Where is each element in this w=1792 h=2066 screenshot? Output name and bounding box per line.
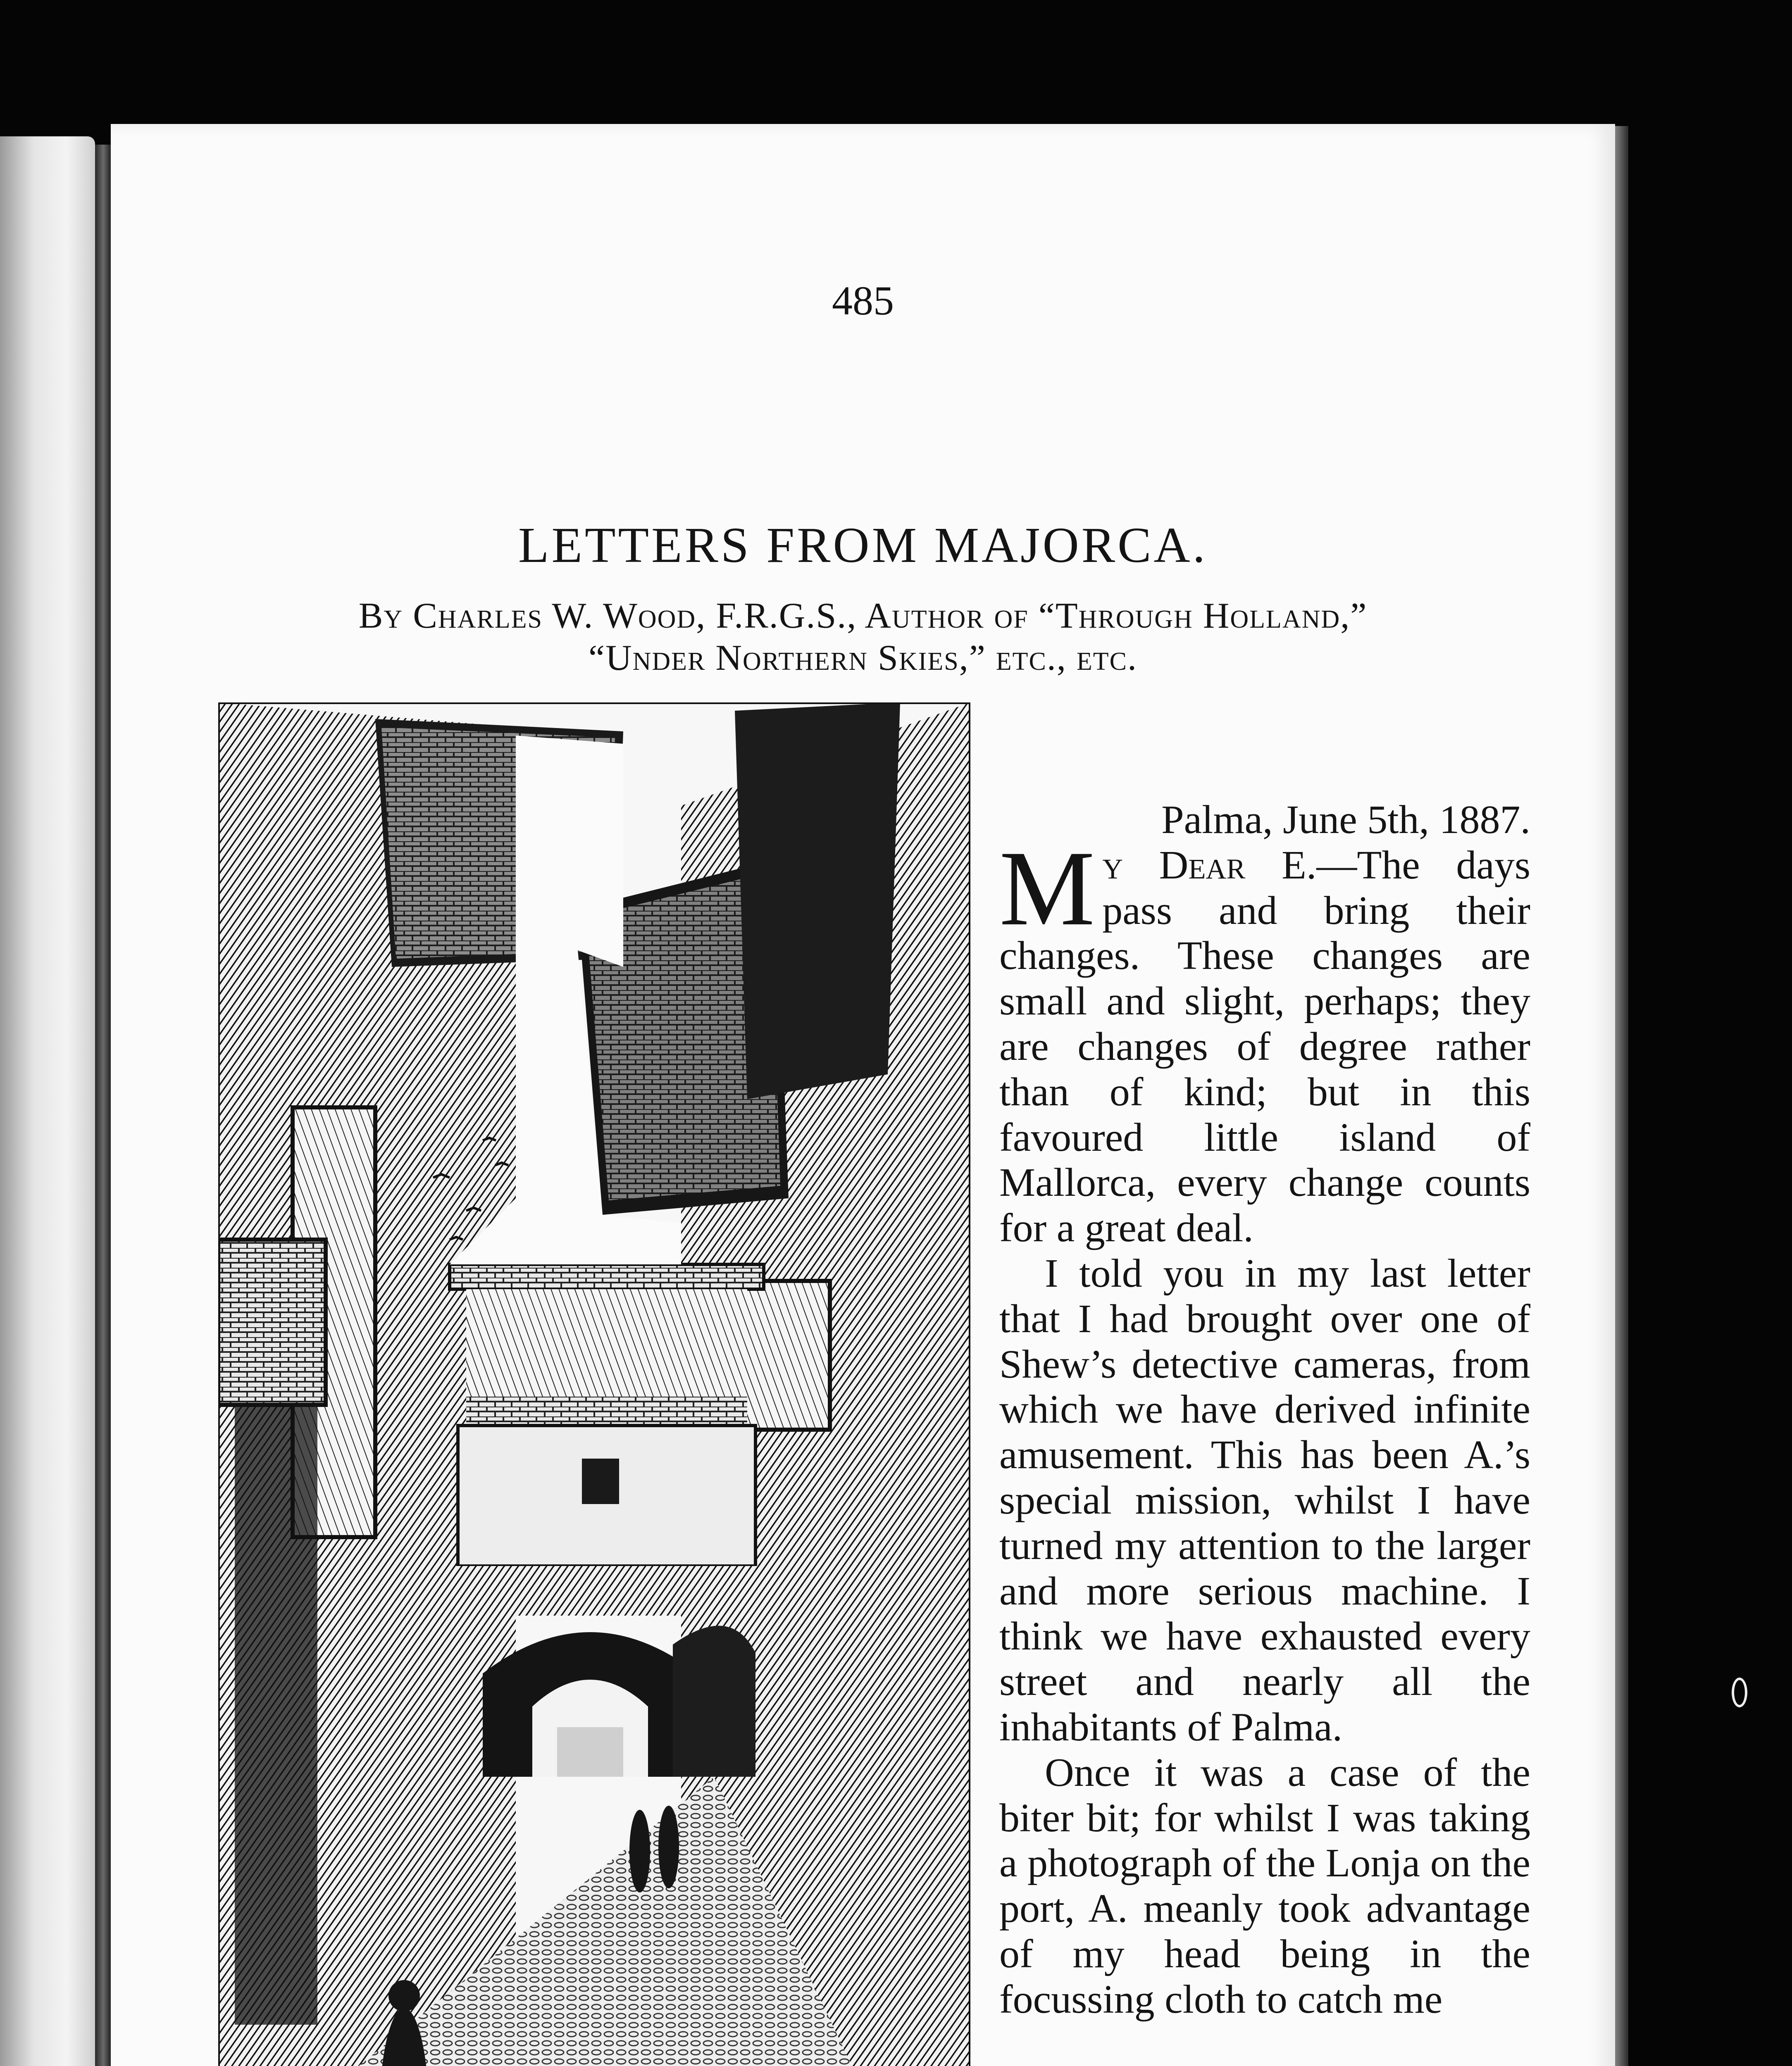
byline-line-1: By Charles W. Wood, F.R.G.S., Author of “Through Holland,”: [358, 596, 1368, 636]
book-gutter: [95, 145, 112, 2066]
byline: [193, 595, 1532, 679]
article-title: LETTERS FROM MAJORCA.: [518, 517, 1208, 573]
street-engraving: [218, 702, 970, 2066]
letter-dateline: Palma, June 5th, 1887.: [1161, 797, 1530, 842]
letter-paragraph-1-text: —The days pass and bring their changes. These changes are small and slight, perhaps; they are changes of degree rather than of kind; but in this favoured little island of Mallorca, every change counts for a great deal.: [999, 843, 1530, 1251]
letter-paragraph-3: Once it was a case of the biter bit; for whilst I was taking a photograph of the Lonja on the port, A. meanly took advantage of my head being in the focussing cloth to catch me: [999, 1750, 1530, 2022]
dust-speck: [1732, 1678, 1747, 1707]
facing-page-edge: [0, 136, 95, 2066]
letter-column: [999, 797, 1530, 2023]
page-number: 485: [832, 278, 894, 324]
letter-salutation: y Dear E.: [1102, 843, 1317, 888]
letter-paragraph-1: [999, 828, 1530, 1251]
drop-cap: M: [999, 828, 1095, 948]
letter-paragraph-2: I told you in my last letter that I had brought over one of Shew’s detective cameras, from which we have derived infinite amusement. This has been A.’s special mission, whilst I have turned my attention to the larger and more serious machine. I think we have exhausted every street and nearly all the inhabitants of Palma.: [999, 1251, 1530, 1749]
book-page: [111, 124, 1615, 2066]
byline-line-2: “Under Northern Skies,” etc., etc.: [589, 638, 1137, 678]
